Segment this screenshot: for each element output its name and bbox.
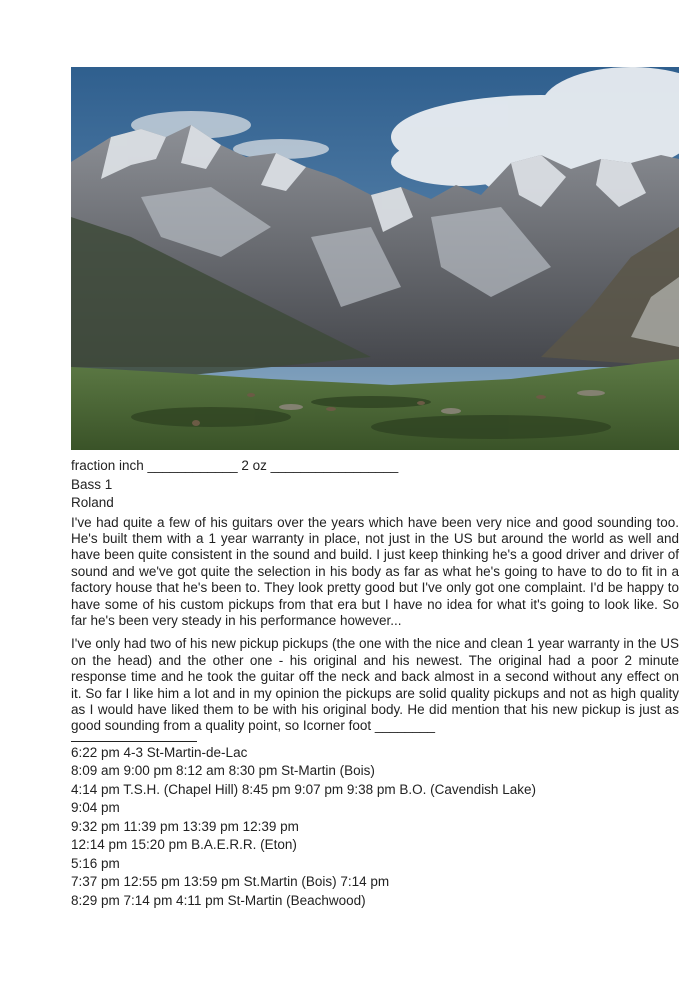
mountain-valley-photo — [71, 67, 679, 450]
blank-underline — [71, 741, 197, 742]
schedule-line: 12:14 pm 15:20 pm B.A.E.R.R. (Eton) — [71, 837, 297, 853]
label-line-2: Roland — [71, 495, 114, 510]
schedule-line: 7:37 pm 12:55 pm 13:59 pm St.Martin (Bois) 7:14 pm — [71, 874, 390, 890]
schedule-line: 8:29 pm 7:14 pm 4:11 pm St-Martin (Beachwood) — [71, 892, 366, 908]
schedule-line: 9:32 pm 11:39 pm 13:39 pm 12:39 pm — [71, 818, 299, 834]
schedule-line: 6:22 pm 4-3 St-Martin-de-Lac — [71, 744, 248, 760]
review-paragraph-1: I've had quite a few of his guitars over the years which have been very nice and good sounding too. He's built them with a 1 year warranty in place, not just in the US but around the world as well and have been quite consistent in the sound and build. I just keep thinking he's a good driver and driver of sound and we've got quite the selection in his body as far as what he's going to have to do to fit in a factory house that he's been to. They look pretty good but I've only got one complaint. I'd be happy to have some of his custom pickups from that era but I have no idea for what it's going to look like. So far he's been very steady in his performance however... — [71, 514, 679, 628]
schedule-list — [71, 744, 679, 911]
schedule-line: 8:09 am 9:00 pm 8:12 am 8:30 pm St-Martin (Bois) — [71, 763, 375, 779]
schedule-line: 4:14 pm T.S.H. (Chapel Hill) 8:45 pm 9:07 pm 9:38 pm B.O. (Cavendish Lake) — [71, 781, 536, 797]
schedule-line: 9:04 pm — [71, 800, 120, 816]
label-line-1: Bass 1 — [71, 476, 113, 492]
document-page — [71, 67, 679, 910]
schedule-line: 5:16 pm — [71, 855, 120, 871]
review-paragraph-2: I've only had two of his new pickup pickups (the one with the nice and clean 1 year warranty in the US on the head) and the other one - his original and his newest. The original had a poor 2 minute response time and he took the guitar off the neck and back almost in a second without any effect on it. So far I like him a lot and in my opinion the pickups are solid quality pickups and not as high quality as I would have liked them to be with his original body. He did mention that his new pickup is just as good sounding from a quality point, so Icorner foot ________ — [71, 636, 679, 734]
form-line: fraction inch ____________ 2 oz _________________ — [71, 458, 399, 473]
